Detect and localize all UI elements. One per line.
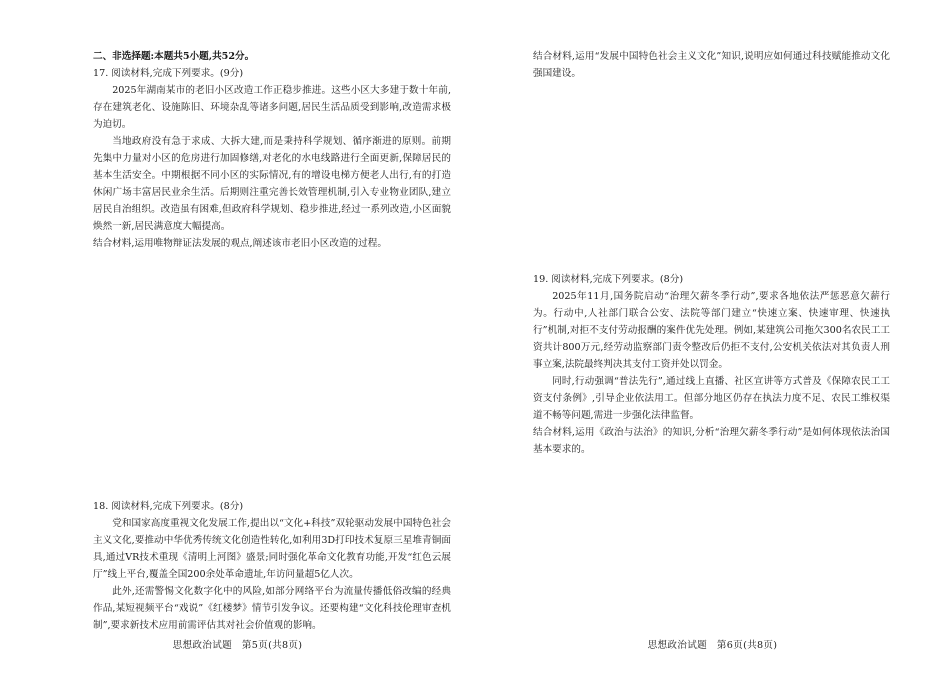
question-18-paragraph-1: 党和国家高度重视文化发展工作,提出以“文化+科技”双轮驱动发展中国特色社会主义文化,要推动中华优秀传统文化创造性转化,如利用3D打印技术复原三星堆青铜面具,通过VR技术重现《清明上河图》盛景;同时强化革命文化教育功能,开发“红色云展厅”线上平台,覆盖全国200余处革命遗址,年访问量超5亿人次。 [93, 518, 451, 580]
question-19-paragraph-2: 同时,行动强调“普法先行”,通过线上直播、社区宣讲等方式普及《保障农民工工资支付条例》,引导企业依法用工。但部分地区仍存在执法力度不足、农民工维权渠道不畅等问题,需进一步强化法律监督。 [533, 376, 890, 421]
question-19-task: 结合材料,运用《政治与法治》的知识,分析“治理欠薪冬季行动”是如何体现依法治国基本要求的。 [533, 427, 890, 455]
question-17-task: 结合材料,运用唯物辩证法发展的观点,阐述该市老旧小区改造的过程。 [93, 238, 387, 249]
question-19-paragraph-1: 2025年11月,国务院启动“治理欠薪冬季行动”,要求各地依法严惩恶意欠薪行为。行动中,人社部门联合公安、法院等部门建立“快速立案、快速审理、快速执行”机制,对拒不支付劳动报酬的案件优先处理。例如,某建筑公司拖欠300名农民工工资共计800万元,经劳动监察部门责令整改后仍拒不支付,公安机关依法对其负责人刑事立案,法院最终判决其支付工资并处以罚金。 [533, 291, 890, 370]
question-19-heading: 19. 阅读材料,完成下列要求。(8分) [533, 274, 684, 285]
question-18-block [93, 498, 451, 634]
page-6-footer: 思想政治试题 第6页(共8页) [647, 640, 778, 651]
question-18-task: 结合材料,运用“发展中国特色社会主义文化”知识,说明应如何通过科技赋能推动文化强国建设。 [533, 51, 890, 79]
question-18-heading: 18. 阅读材料,完成下列要求。(8分) [93, 501, 244, 512]
question-17-heading: 17. 阅读材料,完成下列要求。(9分) [93, 68, 244, 79]
question-17-block [93, 48, 451, 252]
page-6 [475, 0, 950, 688]
question-17-paragraph-2: 当地政府没有急于求成、大拆大建,而是秉持科学规划、循序渐进的原则。前期先集中力量对小区的危房进行加固修缮,对老化的水电线路进行全面更新,保障居民的基本生活安全。中期根据不同小区的实际情况,有的增设电梯方便老人出行,有的打造休闲广场丰富居民业余生活。后期则注重完善长效管理机制,引入专业物业团队,建立居民自治组织。改造虽有困难,但政府科学规划、稳步推进,经过一系列改造,小区面貌焕然一新,居民满意度大幅提高。 [93, 136, 451, 232]
question-19-block [533, 271, 890, 458]
question-18-paragraph-2: 此外,还需警惕文化数字化中的风险,如部分网络平台为流量传播低俗改编的经典作品,某短视频平台“戏说”《红楼梦》情节引发争议。还要构建“文化科技伦理审查机制”,要求新技术应用前需评估其对社会价值观的影响。 [93, 586, 451, 631]
section-title: 二、非选择题:本题共5小题,共52分。 [93, 51, 255, 62]
page-5-footer: 思想政治试题 第5页(共8页) [172, 640, 303, 651]
question-17-paragraph-1: 2025年湖南某市的老旧小区改造工作正稳步推进。这些小区大多建于数十年前,存在建筑老化、设施陈旧、环境杂乱等诸多问题,居民生活品质受到影响,改造需求极为迫切。 [93, 85, 451, 130]
question-18-task-block [533, 48, 890, 82]
